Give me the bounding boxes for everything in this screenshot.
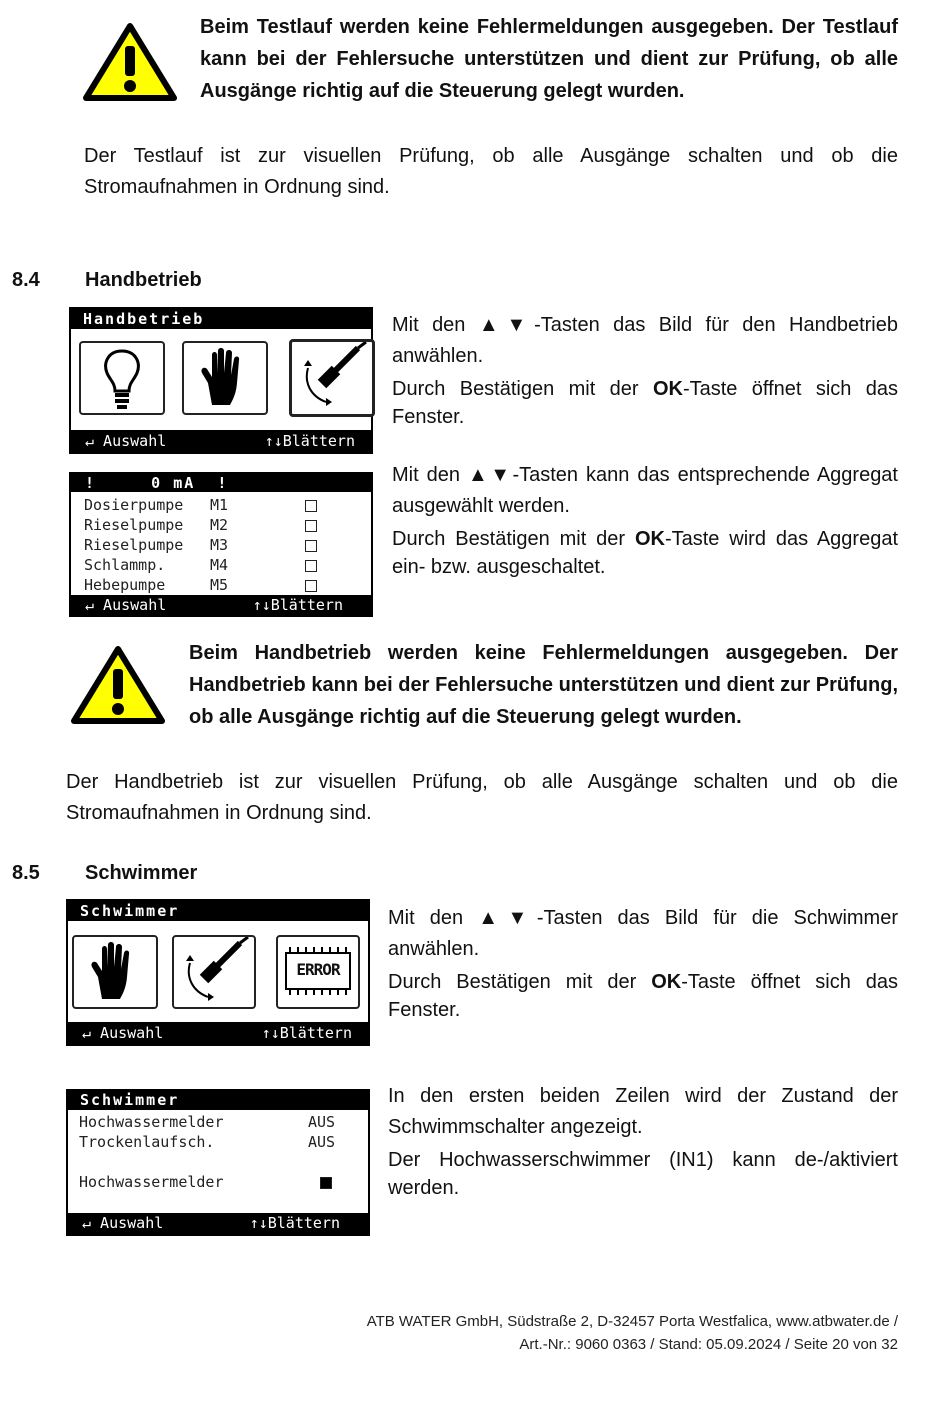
handbetrieb-instructions-1 [392,310,898,431]
hand-icon[interactable] [72,935,158,1009]
schwimmer-instructions-2 [388,1081,898,1202]
instruction-line [392,525,898,581]
blaettern-label: ↑↓Blättern [249,1214,340,1232]
page-footer [367,1310,898,1356]
text-part: -Taste öffnet sich das Fenster. [388,971,899,1021]
lightbulb-icon[interactable] [79,341,165,415]
lcd-screen-schwimmer-menu [66,899,370,1046]
warning-triangle-icon [70,645,166,725]
aggregate-code: M5 [210,576,229,594]
blaettern-label: ↑↓Blättern [264,432,355,450]
lcd-screen-handbetrieb-list [69,472,373,617]
text-part: -Taste öffnet sich das Fenster. [392,378,899,428]
section-number: 8.5 [12,862,40,884]
aggregate-name[interactable]: Rieselpumpe [84,536,184,554]
wrench-icon[interactable] [172,935,256,1009]
blaettern-label: ↑↓Blättern [261,1024,352,1042]
testlauf-paragraph: Der Testlauf ist zur visuellen Prüfung, ob alle Ausgänge schalten und ob die Stromaufnahmen in Ordnung sind. [84,145,898,198]
lcd-header: Schwimmer [68,1091,368,1110]
float-row-value: AUS [308,1133,336,1151]
auswahl-label: ↵ Auswahl [85,596,167,614]
section-title: Schwimmer [85,862,198,884]
aggregate-code: M3 [210,536,229,554]
aggregate-name[interactable]: Schlammp. [84,556,166,574]
hochwasser-checkbox[interactable] [320,1177,332,1189]
instruction-line: Mit den ▲▼-Tasten das Bild für den Handbetrieb anwählen. [392,314,898,367]
section-title: Handbetrieb [85,269,202,291]
lcd-header: Handbetrieb [71,309,371,329]
lcd-header: ! 0 mA ! [71,474,371,492]
hand-icon[interactable] [182,341,268,415]
float-row-value: AUS [308,1113,336,1131]
aggregate-checkbox[interactable] [305,520,317,532]
aggregate-code: M2 [210,516,229,534]
footer-article: Art.-Nr.: 9060 0363 / Stand: 05.09.2024 / Seite 20 von 32 [519,1336,898,1353]
aggregate-name[interactable]: Rieselpumpe [84,516,184,534]
handbetrieb-paragraph: Der Handbetrieb ist zur visuellen Prüfung, ob alle Ausgänge schalten und ob die Stromaufnahmen in Ordnung sind. [66,771,898,824]
lcd-footer [71,595,371,615]
handbetrieb-instructions-2 [392,460,898,581]
float-row-label: Trockenlaufsch. [79,1133,215,1151]
text-part: Durch Bestätigen mit der [392,378,653,400]
section-number: 8.4 [12,269,40,291]
aggregate-checkbox[interactable] [305,580,317,592]
error-label: ERROR [296,960,340,979]
lcd-footer [68,1022,368,1044]
instruction-line [388,968,898,1024]
aggregate-code: M4 [210,556,229,574]
auswahl-label: ↵ Auswahl [85,432,167,450]
schwimmer-instructions-1 [388,903,898,1024]
lcd-footer [68,1213,368,1234]
text-part: Durch Bestätigen mit der [388,971,652,993]
blaettern-label: ↑↓Blättern [252,596,343,614]
text-part: -Taste wird das Aggregat ein- bzw. ausgeschaltet. [392,528,899,578]
wrench-icon[interactable] [289,339,375,417]
auswahl-label: ↵ Auswahl [82,1214,164,1232]
warning-triangle-icon [82,22,178,102]
error-icon[interactable] [276,935,360,1009]
instruction-line [392,375,898,431]
aggregate-checkbox[interactable] [305,560,317,572]
aggregate-name[interactable]: Hebepumpe [84,576,166,594]
warning-text-handbetrieb: Beim Handbetrieb werden keine Fehlermeldungen ausgegeben. Der Handbetrieb kann bei der Fehlersuche unterstützen und dient zur Prüfung, ob alle Ausgänge richtig auf die Steuerung gelegt wurden. [189,642,898,728]
ok-key-label: OK [634,528,665,550]
footer-company: ATB WATER GmbH, Südstraße 2, D-32457 Porta Westfalica, www.atbwater.de / [366,1313,898,1330]
instruction-line: Mit den ▲▼-Tasten das Bild für die Schwimmer anwählen. [388,907,898,960]
lcd-footer [71,430,371,452]
instruction-line: Der Hochwasserschwimmer (IN1) kann de-/aktiviert werden. [388,1149,898,1199]
text-part: Durch Bestätigen mit der [392,528,635,550]
instruction-line: In den ersten beiden Zeilen wird der Zustand der Schwimmschalter angezeigt. [388,1085,898,1138]
aggregate-name[interactable]: Dosierpumpe [84,496,184,514]
warning-text-testlauf: Beim Testlauf werden keine Fehlermeldungen ausgegeben. Der Testlauf kann bei der Fehlersuche unterstützen und dient zur Prüfung, ob alle Ausgänge richtig auf die Steuerung gelegt wurden. [200,16,898,102]
lcd-header: Schwimmer [68,901,368,921]
ok-key-label: OK [652,378,683,400]
float-row-label: Hochwassermelder [79,1173,224,1191]
float-row-label: Hochwassermelder [79,1113,224,1131]
instruction-line: Mit den ▲▼-Tasten kann das entsprechende Aggregat ausgewählt werden. [392,464,898,517]
aggregate-checkbox[interactable] [305,500,317,512]
auswahl-label: ↵ Auswahl [82,1024,164,1042]
ok-key-label: OK [651,971,682,993]
lcd-screen-handbetrieb-menu [69,307,373,454]
aggregate-code: M1 [210,496,229,514]
lcd-screen-schwimmer-detail [66,1089,370,1236]
aggregate-checkbox[interactable] [305,540,317,552]
